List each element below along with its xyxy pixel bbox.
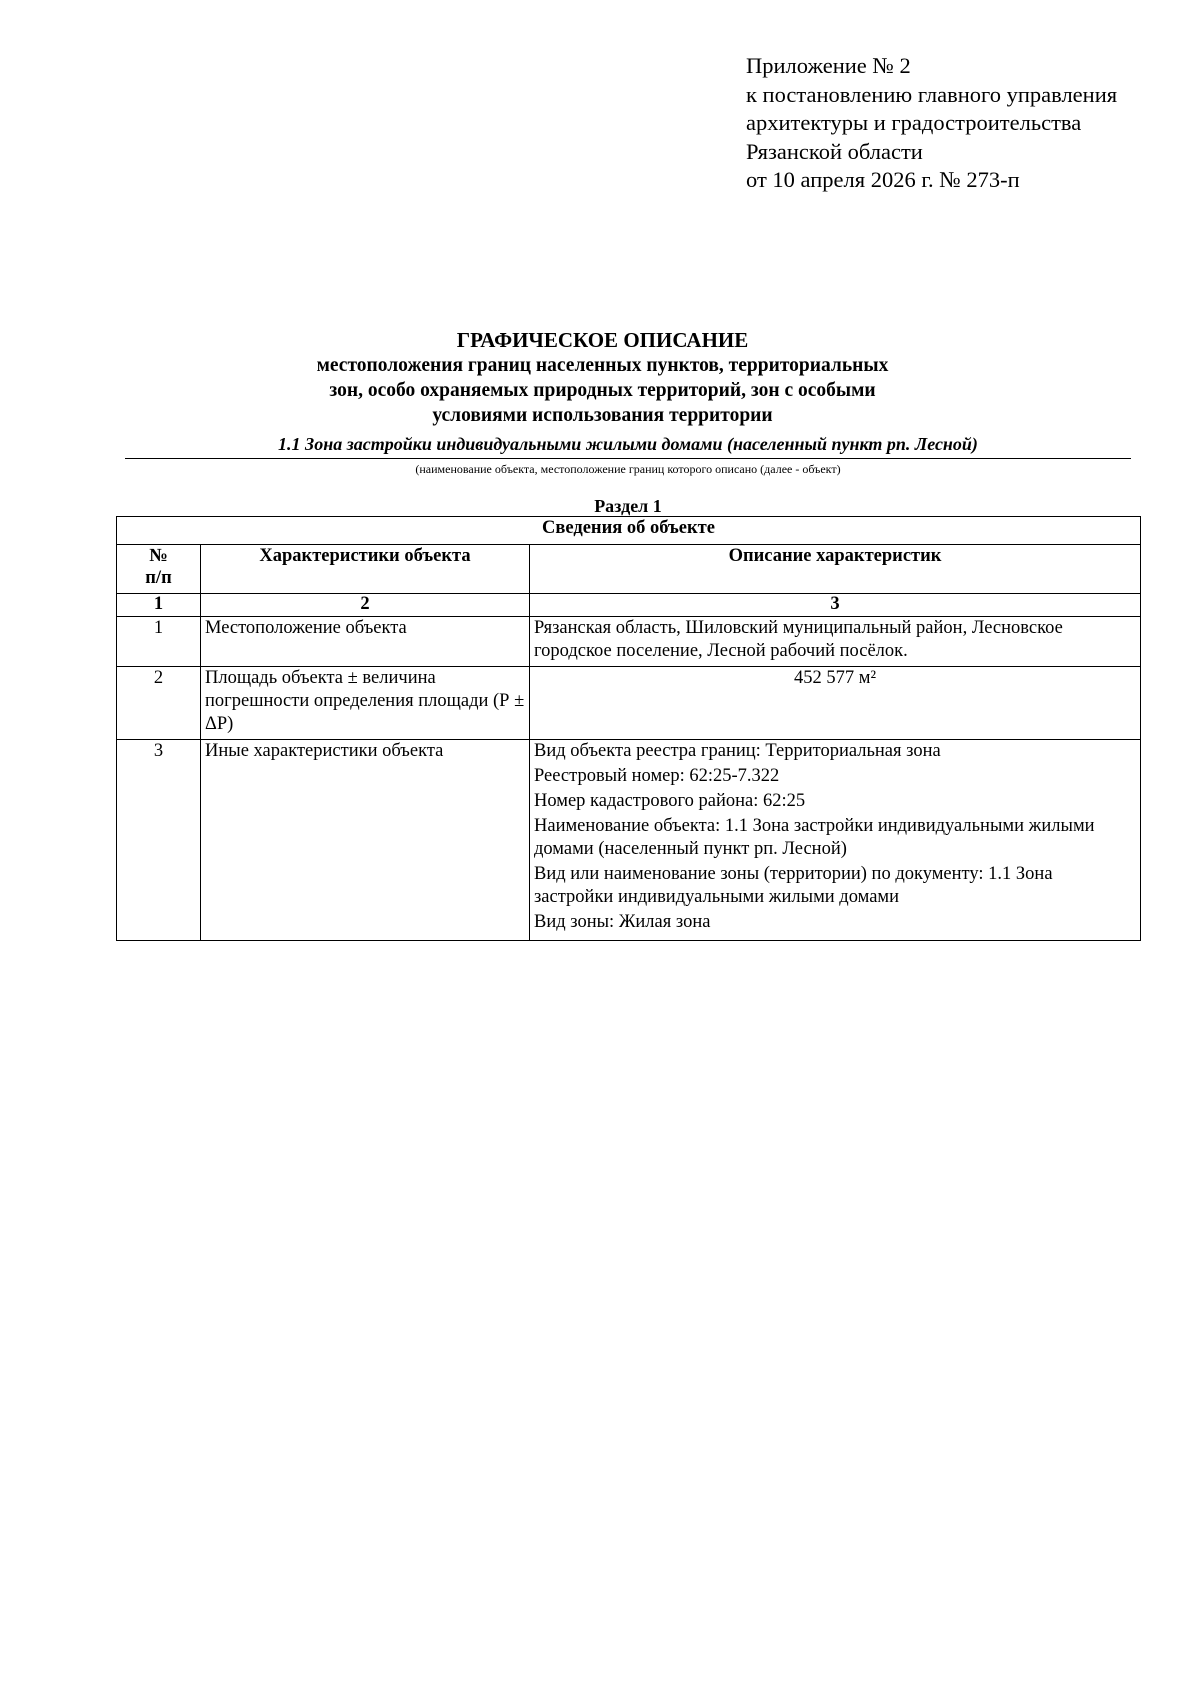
row-description: Рязанская область, Шиловский муниципальный район, Лесновское городское поселение, Лесной рабочий посёлок. [530,617,1141,667]
description-line: Реестровый номер: 62:25-7.322 [534,766,780,786]
section-title: Раздел 1 [594,496,662,516]
header-number-line: п/п [145,568,172,588]
column-number: 2 [201,594,530,617]
description-line: Номер кадастрового района: 62:25 [534,791,806,811]
header-number [117,545,201,594]
appendix-header [746,52,1166,195]
column-number-row [117,594,1141,617]
row-description [530,740,1141,941]
row-number: 1 [117,617,201,667]
table-caption: Сведения об объекте [117,517,1141,545]
row-number: 3 [117,740,201,941]
header-description: Описание характеристик [530,545,1141,594]
description-line: Вид объекта реестра границ: Территориальная зона [534,741,941,761]
appendix-line: архитектуры и градостроительства [746,110,1082,135]
object-name-underline [125,458,1131,459]
document-title-main: ГРАФИЧЕСКОЕ ОПИСАНИЕ [456,328,749,352]
table-row [117,617,1141,667]
document-title-subline: условиями использования территории [432,405,773,426]
row-number: 2 [117,667,201,740]
object-info-table [116,516,1141,941]
column-number: 1 [117,594,201,617]
appendix-line: Рязанской области [746,138,923,164]
description-line: Вид зоны: Жилая зона [534,912,711,932]
object-name-caption: (наименование объекта, местоположение границ которого описано (далее - объект) [415,462,841,476]
header-characteristics: Характеристики объекта [201,545,530,594]
description-line: Вид или наименование зоны (территории) по документу: 1.1 Зона застройки индивидуальными жилыми домами [534,864,1053,907]
description-line: Наименование объекта: 1.1 Зона застройки индивидуальными жилыми домами (населенный пункт рп. Лесной) [534,816,1095,859]
row-characteristic: Местоположение объекта [201,617,530,667]
appendix-line: от 10 апреля 2026 г. № 273-п [746,167,1020,192]
document-title-subline: местоположения границ населенных пунктов, территориальных [316,355,889,376]
object-name: 1.1 Зона застройки индивидуальными жилыми домами (населенный пункт рп. Лесной) [278,434,978,454]
header-number-line: № [149,546,168,566]
column-number: 3 [530,594,1141,617]
document-title-subline: зон, особо охраняемых природных территорий, зон с особыми [329,380,876,401]
document-title [125,328,1080,428]
row-characteristic: Площадь объекта ± величина погрешности определения площади (Р ± ΔР) [201,667,530,740]
row-description: 452 577 м² [530,667,1141,740]
appendix-line: Приложение № 2 [746,53,911,78]
row-characteristic: Иные характеристики объекта [201,740,530,941]
table-row [117,740,1141,941]
table-caption-row [117,517,1141,545]
appendix-line: к постановлению главного управления [746,81,1118,107]
table-header-row [117,545,1141,594]
table-row [117,667,1141,740]
